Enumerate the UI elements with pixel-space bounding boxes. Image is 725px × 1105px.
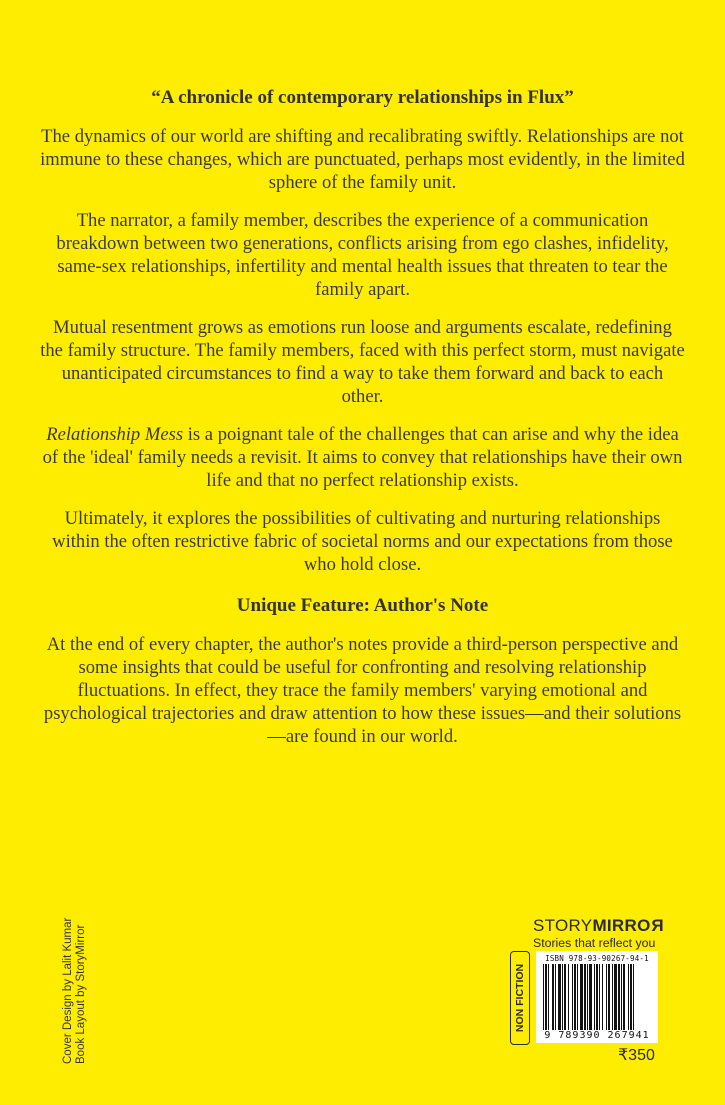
barcode-bar xyxy=(562,964,563,1030)
barcode-bar xyxy=(587,964,588,1030)
paragraph-resentment: Mutual resentment grows as emotions run loose and arguments escalate, redefining the family structure. The family members, faced with this perfect storm, must navigate unanticipated circumstances to find a way to take them forward and back to each other. xyxy=(40,317,685,407)
barcode-bar xyxy=(568,964,569,1030)
barcode-bar xyxy=(584,964,586,1030)
tagline: “A chronicle of contemporary relationships in Flux” xyxy=(151,87,574,108)
paragraph-authors-note: At the end of every chapter, the author's notes provide a third-person perspective and some insights that could be useful for confronting and resolving relationship fluctuations. In effect, they trace the family members' varying emotional and psychological trajectories and draw attention to how these issues—and their solutions—are found in our world. xyxy=(43,634,682,747)
barcode-bar xyxy=(621,964,622,1030)
cover-design-credit: Cover Design by Lalit Kumar xyxy=(62,917,74,1064)
barcode-bar xyxy=(612,964,613,1030)
logo-mirrored-r: R xyxy=(650,916,664,935)
book-layout-credit: Book Layout by StoryMirror xyxy=(75,924,87,1064)
logo-mirro: MIRRO xyxy=(592,916,651,935)
paragraph-poignant-tale-text: is a poignant tale of the challenges that can arise and why the idea of the 'ideal' family needs a revisit. It aims to convey that relationships have their own life and that no perfect relationship exists. xyxy=(42,424,683,491)
barcode-bar xyxy=(596,964,598,1030)
barcode-bar xyxy=(558,964,561,1030)
logo-story: STORY xyxy=(533,916,593,935)
barcode-bar xyxy=(618,964,620,1030)
barcode-bar xyxy=(572,964,573,1030)
barcode-bar xyxy=(564,964,566,1030)
barcode-bar xyxy=(589,964,592,1030)
barcode-bar xyxy=(602,964,603,1030)
genre-badge xyxy=(510,951,530,1045)
paragraph-narrator: The narrator, a family member, describes the experience of a communication breakdown between two generations, conflicts arising from ego clashes, infidelity, same-sex relationships, infertility and mental health issues that threaten to tear the family apart. xyxy=(56,210,669,300)
subheading: Unique Feature: Author's Note xyxy=(236,595,489,616)
price: ₹350 xyxy=(618,1047,655,1064)
genre-label: NON FICTION xyxy=(514,963,526,1033)
barcode-bar xyxy=(574,964,576,1030)
barcode-block xyxy=(536,951,658,1043)
barcode-bar xyxy=(543,964,544,1030)
barcode-bar xyxy=(606,964,607,1030)
barcode-digits: 9 789390 267941 xyxy=(544,1030,650,1041)
design-credits xyxy=(62,918,88,1064)
barcode-icon xyxy=(541,964,653,1030)
barcode-bar xyxy=(555,964,556,1030)
barcode-bar xyxy=(577,964,578,1030)
barcode-bar xyxy=(580,964,583,1030)
back-cover-text xyxy=(40,86,685,763)
isbn-text: ISBN 978-93-90267-94-1 xyxy=(545,954,649,963)
barcode-bar xyxy=(623,964,625,1030)
barcode-bar xyxy=(608,964,610,1030)
barcode-bar xyxy=(552,964,554,1030)
barcode-bar xyxy=(614,964,617,1030)
book-title-emphasis: Relationship Mess xyxy=(46,424,184,445)
publisher-slogan: Stories that reflect you xyxy=(533,936,656,950)
barcode-bar xyxy=(628,964,629,1030)
publisher-brand xyxy=(533,917,663,950)
barcode-bar xyxy=(594,964,595,1030)
publisher-logo xyxy=(533,917,663,935)
barcode-bar xyxy=(633,964,634,1030)
paragraph-intro: The dynamics of our world are shifting and recalibrating swiftly. Relationships are not immune to these changes, which are punctuated, perhaps most evidently, in the limited sphere of the family unit. xyxy=(40,126,685,193)
barcode-bar xyxy=(545,964,547,1030)
barcode-bar xyxy=(630,964,632,1030)
barcode-bar xyxy=(548,964,549,1030)
barcode-bar xyxy=(599,964,600,1030)
paragraph-ultimately: Ultimately, it explores the possibilities of cultivating and nurturing relationships within the often restrictive fabric of societal norms and our expectations from those who hold close. xyxy=(52,508,673,575)
paragraph-poignant-tale xyxy=(40,423,685,492)
